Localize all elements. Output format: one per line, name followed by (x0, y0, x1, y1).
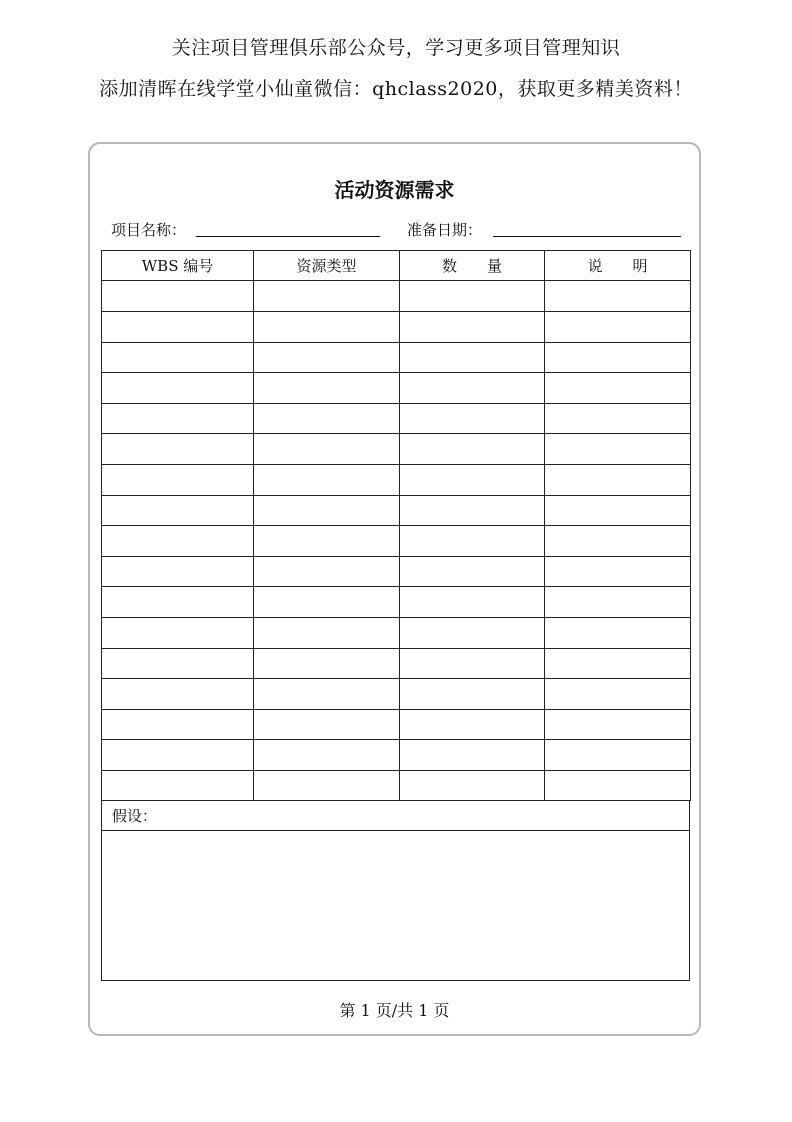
cell-description[interactable] (545, 495, 691, 526)
cell-quantity[interactable] (400, 403, 545, 434)
cell-description[interactable] (545, 403, 691, 434)
cell-description[interactable] (545, 770, 691, 801)
prep-date-label: 准备日期： (407, 221, 483, 239)
cell-resource-type[interactable] (254, 311, 400, 342)
cell-quantity[interactable] (400, 311, 545, 342)
header-line-2: 添加清晖在线学堂小仙童微信：qhclass2020，获取更多精美资料！ (99, 78, 693, 100)
page-indicator: 第 1 页/共 1 页 (339, 1001, 450, 1020)
cell-description[interactable] (545, 556, 691, 587)
cell-resource-type[interactable] (254, 617, 400, 648)
cell-wbs[interactable] (102, 373, 254, 404)
table-row (102, 587, 691, 618)
cell-quantity[interactable] (400, 434, 545, 465)
column-header-quantity: 数 量 (400, 251, 545, 281)
table-header-row (102, 251, 691, 281)
cell-resource-type[interactable] (254, 373, 400, 404)
cell-resource-type[interactable] (254, 770, 400, 801)
cell-wbs[interactable] (102, 526, 254, 557)
table-row (102, 495, 691, 526)
cell-wbs[interactable] (102, 556, 254, 587)
column-header-wbs: WBS 编号 (102, 251, 254, 281)
cell-wbs[interactable] (102, 434, 254, 465)
cell-quantity[interactable] (400, 617, 545, 648)
cell-description[interactable] (545, 617, 691, 648)
table-row (102, 648, 691, 679)
cell-resource-type[interactable] (254, 556, 400, 587)
cell-description[interactable] (545, 709, 691, 740)
form-title: 活动资源需求 (334, 178, 455, 202)
project-name-field[interactable] (196, 236, 380, 237)
cell-resource-type[interactable] (254, 740, 400, 771)
cell-quantity[interactable] (400, 556, 545, 587)
column-header-description: 说 明 (545, 251, 691, 281)
table-row (102, 617, 691, 648)
cell-resource-type[interactable] (254, 403, 400, 434)
cell-resource-type[interactable] (254, 464, 400, 495)
cell-wbs[interactable] (102, 587, 254, 618)
column-header-resource-type: 资源类型 (254, 251, 400, 281)
cell-resource-type[interactable] (254, 648, 400, 679)
cell-description[interactable] (545, 373, 691, 404)
table-row (102, 311, 691, 342)
cell-resource-type[interactable] (254, 587, 400, 618)
cell-resource-type[interactable] (254, 495, 400, 526)
cell-wbs[interactable] (102, 709, 254, 740)
cell-resource-type[interactable] (254, 342, 400, 373)
cell-resource-type[interactable] (254, 281, 400, 312)
cell-quantity[interactable] (400, 526, 545, 557)
cell-resource-type[interactable] (254, 434, 400, 465)
cell-wbs[interactable] (102, 464, 254, 495)
cell-resource-type[interactable] (254, 679, 400, 710)
table-row (102, 281, 691, 312)
cell-quantity[interactable] (400, 679, 545, 710)
cell-quantity[interactable] (400, 709, 545, 740)
cell-description[interactable] (545, 679, 691, 710)
cell-description[interactable] (545, 740, 691, 771)
cell-wbs[interactable] (102, 679, 254, 710)
cell-wbs[interactable] (102, 311, 254, 342)
cell-quantity[interactable] (400, 342, 545, 373)
table-row (102, 556, 691, 587)
cell-wbs[interactable] (102, 617, 254, 648)
table-row (102, 434, 691, 465)
cell-quantity[interactable] (400, 648, 545, 679)
assumptions-field[interactable] (102, 831, 689, 980)
cell-description[interactable] (545, 587, 691, 618)
cell-description[interactable] (545, 464, 691, 495)
table-row (102, 679, 691, 710)
table-row (102, 373, 691, 404)
cell-quantity[interactable] (400, 495, 545, 526)
cell-wbs[interactable] (102, 770, 254, 801)
cell-quantity[interactable] (400, 464, 545, 495)
prep-date-field[interactable] (493, 236, 681, 237)
cell-wbs[interactable] (102, 342, 254, 373)
cell-description[interactable] (545, 281, 691, 312)
cell-resource-type[interactable] (254, 526, 400, 557)
project-name-label: 项目名称： (111, 221, 187, 239)
assumptions-label: 假设： (102, 801, 689, 831)
table-row (102, 342, 691, 373)
table-row (102, 526, 691, 557)
cell-wbs[interactable] (102, 648, 254, 679)
cell-resource-type[interactable] (254, 709, 400, 740)
table-row (102, 403, 691, 434)
cell-quantity[interactable] (400, 740, 545, 771)
table-row (102, 709, 691, 740)
resource-table (101, 250, 691, 801)
header-line-1: 关注项目管理俱乐部公众号，学习更多项目管理知识 (171, 37, 621, 59)
table-row (102, 464, 691, 495)
cell-wbs[interactable] (102, 403, 254, 434)
cell-wbs[interactable] (102, 495, 254, 526)
cell-quantity[interactable] (400, 770, 545, 801)
cell-description[interactable] (545, 648, 691, 679)
cell-quantity[interactable] (400, 281, 545, 312)
cell-wbs[interactable] (102, 740, 254, 771)
cell-description[interactable] (545, 342, 691, 373)
cell-quantity[interactable] (400, 373, 545, 404)
cell-description[interactable] (545, 526, 691, 557)
cell-description[interactable] (545, 434, 691, 465)
table-row (102, 740, 691, 771)
table-row (102, 770, 691, 801)
cell-quantity[interactable] (400, 587, 545, 618)
cell-wbs[interactable] (102, 281, 254, 312)
assumptions-section (101, 801, 690, 981)
cell-description[interactable] (545, 311, 691, 342)
